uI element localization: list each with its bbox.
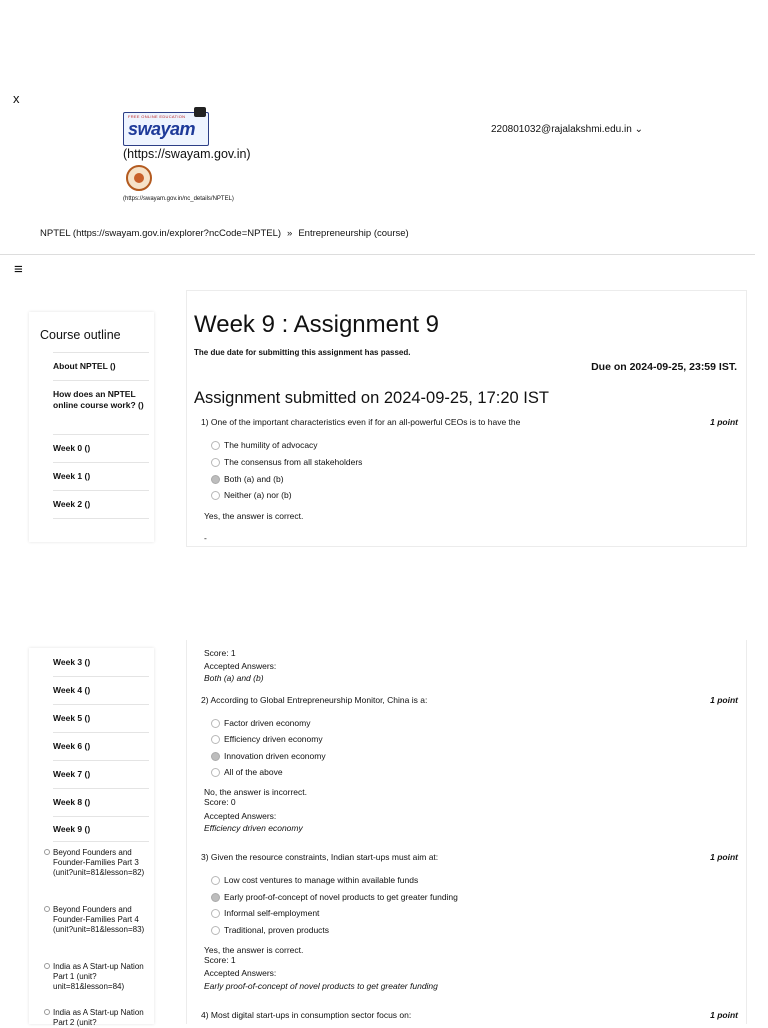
option-label: The consensus from all stakeholders	[224, 457, 363, 467]
option-label: Informal self-employment	[224, 908, 320, 918]
question-points: 1 point	[710, 852, 738, 862]
accepted-answers-label: Accepted Answers:	[204, 811, 277, 821]
option-label: The humility of advocacy	[224, 440, 318, 450]
sidebar-item-week-6[interactable]: Week 6 ()	[53, 741, 91, 751]
sidebar-item-week-1[interactable]: Week 1 ()	[53, 471, 91, 481]
answer-score: Score: 1	[204, 648, 236, 658]
sidebar-item-week-0[interactable]: Week 0 ()	[53, 443, 91, 453]
option-label: Both (a) and (b)	[224, 474, 284, 484]
answer-option[interactable]	[211, 440, 318, 451]
radio-icon	[211, 768, 220, 777]
sidebar-divider	[53, 490, 149, 491]
sidebar-divider	[53, 518, 149, 519]
lesson-label: India as A Start-up Nation Part 1 (unit?unit=81&lesson=84)	[53, 962, 144, 991]
chevron-down-icon: ⌄	[634, 124, 643, 135]
lesson-status-icon	[44, 1009, 50, 1015]
sidebar-divider	[53, 380, 149, 381]
nptel-logo[interactable]	[126, 165, 152, 191]
sidebar-divider	[53, 841, 149, 842]
graduation-cap-icon	[194, 107, 206, 117]
accepted-answer: Both (a) and (b)	[204, 673, 264, 683]
answer-option[interactable]	[211, 925, 329, 936]
sidebar-item-how-it-works[interactable]: How does an NPTEL online course work? ()	[53, 389, 144, 410]
page-title: Week 9 : Assignment 9	[194, 311, 440, 338]
breadcrumb	[40, 228, 409, 239]
sidebar-divider	[53, 704, 149, 705]
radio-icon	[211, 441, 220, 450]
question-points: 1 point	[710, 695, 738, 705]
sidebar-item-about-nptel[interactable]: About NPTEL ()	[53, 361, 116, 371]
accepted-answer: Early proof-of-concept of novel products to get greater funding	[204, 981, 438, 991]
question-points: 1 point	[710, 417, 738, 427]
sidebar-item-week-9[interactable]: Week 9 ()	[53, 824, 91, 834]
accepted-answers-label: Accepted Answers:	[204, 661, 277, 671]
header-divider	[0, 254, 755, 255]
user-menu[interactable]	[491, 124, 643, 135]
radio-icon	[211, 909, 220, 918]
sidebar-title: Course outline	[40, 328, 121, 342]
radio-icon	[211, 926, 220, 935]
course-outline-sidebar	[29, 312, 154, 542]
radio-icon	[211, 458, 220, 467]
sidebar-item-week-3[interactable]: Week 3 ()	[53, 657, 91, 667]
answer-option[interactable]	[211, 892, 458, 903]
accepted-answers-label: Accepted Answers:	[204, 968, 277, 978]
lesson-status-icon	[44, 906, 50, 912]
question-text: 4) Most digital start-ups in consumption sector focus on:	[201, 1010, 412, 1020]
option-label: Traditional, proven products	[224, 925, 330, 935]
answer-option[interactable]	[211, 490, 292, 501]
nptel-link[interactable]: (https://swayam.gov.in/nc_details/NPTEL)	[123, 196, 234, 202]
lesson-status-icon	[44, 963, 50, 969]
question-text: 3) Given the resource constraints, Indian start-ups must aim at:	[201, 852, 439, 862]
lesson-status-icon	[44, 849, 50, 855]
radio-icon	[211, 876, 220, 885]
radio-selected-icon	[211, 893, 220, 902]
sidebar-item-week-8[interactable]: Week 8 ()	[53, 797, 91, 807]
radio-icon	[211, 735, 220, 744]
answer-option[interactable]	[211, 751, 326, 762]
sidebar-divider	[53, 676, 149, 677]
option-label: Neither (a) nor (b)	[224, 490, 292, 500]
sidebar-divider	[53, 352, 149, 353]
answer-option[interactable]	[211, 875, 418, 886]
answer-feedback: No, the answer is incorrect.	[204, 787, 307, 797]
sidebar-item-week-5[interactable]: Week 5 ()	[53, 713, 91, 723]
swayam-wordmark: swayam	[128, 119, 196, 139]
radio-icon	[211, 719, 220, 728]
answer-option[interactable]	[211, 474, 284, 485]
radio-icon	[211, 491, 220, 500]
sidebar-item-week-7[interactable]: Week 7 ()	[53, 769, 91, 779]
menu-icon[interactable]: ≡	[14, 261, 23, 278]
answer-option[interactable]	[211, 734, 323, 745]
course-outline-sidebar-continued	[29, 648, 154, 1027]
lesson-label: Beyond Founders and Founder-Families Part 3 (unit?unit=81&lesson=82)	[53, 848, 145, 877]
answer-feedback: Yes, the answer is correct.	[204, 511, 304, 521]
user-email: 220801032@rajalakshmi.edu.in	[491, 124, 632, 135]
answer-score: Score: 0	[204, 797, 236, 807]
separator-dash: -	[204, 533, 207, 543]
answer-option[interactable]	[211, 718, 310, 729]
breadcrumb-separator: »	[287, 228, 293, 239]
swayam-logo[interactable]	[123, 112, 209, 146]
sidebar-item-week-2[interactable]: Week 2 ()	[53, 499, 91, 509]
answer-option[interactable]	[211, 457, 362, 468]
due-date: Due on 2024-09-25, 23:59 IST.	[591, 361, 737, 373]
sidebar-divider	[53, 788, 149, 789]
option-label: Early proof-of-concept of novel products to get greater funding	[224, 892, 458, 902]
close-button[interactable]: x	[13, 91, 20, 106]
submission-status: Assignment submitted on 2024-09-25, 17:20 IST	[194, 389, 549, 407]
question-text: 2) According to Global Entrepreneurship Monitor, China is a:	[201, 695, 428, 705]
sidebar-divider	[53, 462, 149, 463]
accepted-answer: Efficiency driven economy	[204, 823, 303, 833]
sidebar-divider	[53, 816, 149, 817]
option-label: Factor driven economy	[224, 718, 311, 728]
lesson-label: Beyond Founders and Founder-Families Part 4 (unit?unit=81&lesson=83)	[53, 905, 145, 934]
answer-option[interactable]	[211, 908, 319, 919]
option-label: Low cost ventures to manage within available funds	[224, 875, 419, 885]
question-text: 1) One of the important characteristics even if for an all-powerful CEOs is to have the	[201, 417, 521, 427]
option-label: Efficiency driven economy	[224, 734, 323, 744]
question-points: 1 point	[710, 1010, 738, 1020]
option-label: Innovation driven economy	[224, 751, 326, 761]
answer-feedback: Yes, the answer is correct.	[204, 945, 304, 955]
due-passed-notice: The due date for submitting this assignment has passed.	[194, 348, 411, 357]
radio-selected-icon	[211, 752, 220, 761]
answer-option[interactable]	[211, 767, 283, 778]
sidebar-divider	[53, 434, 149, 435]
option-label: All of the above	[224, 767, 283, 777]
swayam-link[interactable]: (https://swayam.gov.in)	[123, 147, 251, 161]
radio-selected-icon	[211, 475, 220, 484]
sidebar-divider	[53, 760, 149, 761]
sidebar-item-week-4[interactable]: Week 4 ()	[53, 685, 91, 695]
answer-score: Score: 1	[204, 955, 236, 965]
breadcrumb-nptel[interactable]: NPTEL (https://swayam.gov.in/explorer?ncCode=NPTEL)	[40, 228, 282, 239]
swayam-tagline: FREE ONLINE EDUCATION	[128, 114, 186, 119]
sidebar-divider	[53, 732, 149, 733]
lesson-label: India as A Start-up Nation Part 2 (unit?	[53, 1008, 144, 1027]
breadcrumb-course[interactable]: Entrepreneurship (course)	[298, 228, 409, 239]
